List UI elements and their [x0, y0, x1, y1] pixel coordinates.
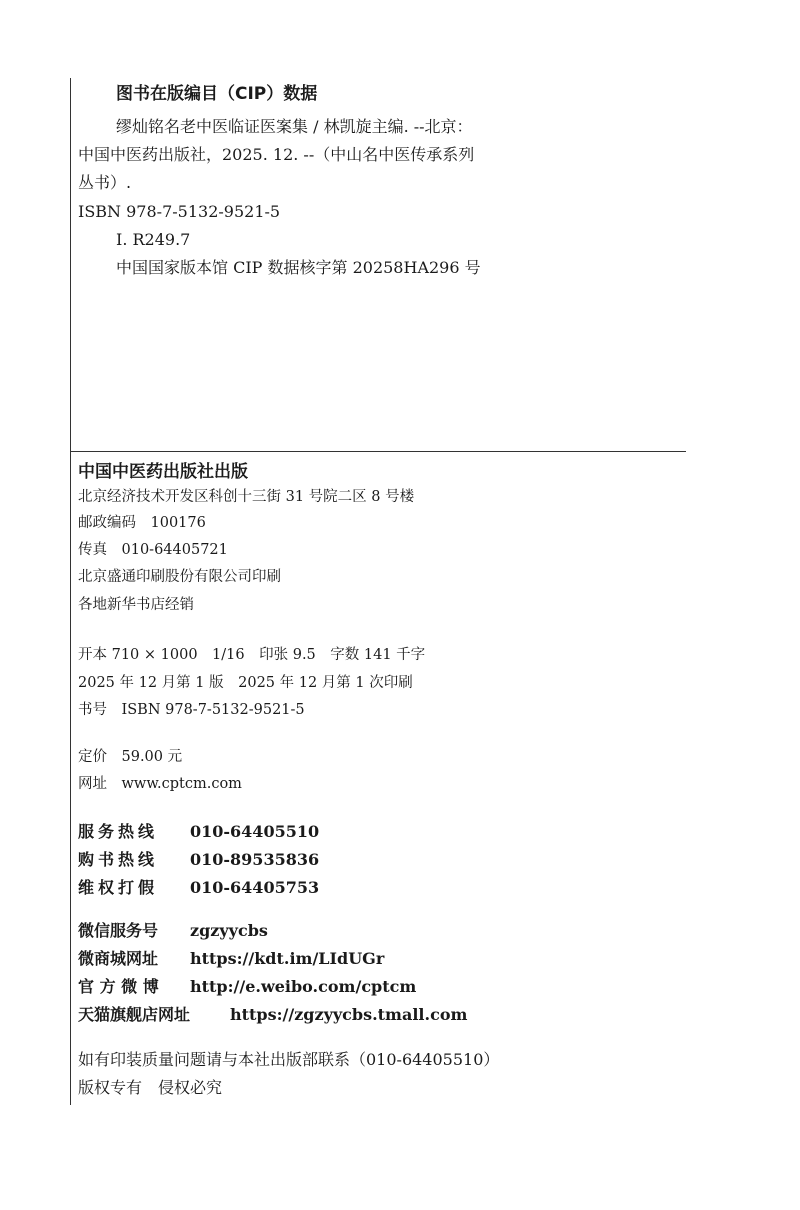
online-value-weibo: http://e.weibo.com/cptcm	[190, 977, 417, 996]
cip-line-3: 丛书）.	[78, 173, 132, 192]
cip-isbn: ISBN 978-7-5132-9521-5	[78, 202, 281, 221]
cip-line-1: 缪灿铭名老中医临证医案集 / 林凯旋主编. --北京：	[116, 117, 473, 136]
cip-title: 图书在版编目（CIP）数据	[116, 84, 318, 104]
online-label-weibo: 官 方 微 博	[78, 977, 159, 996]
cip-classification: Ⅰ. R249.7	[116, 230, 191, 249]
hotline-label: 服务热线	[78, 822, 159, 841]
hotline-value: 010-89535836	[190, 850, 320, 869]
postal-code: 邮政编码 100176	[78, 515, 206, 531]
quality-notice: 如有印装质量问题请与本社出版部联系（010-64405510）	[78, 1050, 500, 1069]
section-divider	[70, 451, 686, 452]
hotline-label: 购书热线	[78, 850, 159, 869]
online-value-shop: https://kdt.im/LIdUGr	[190, 949, 385, 968]
online-value-wechat: zgzyycbs	[190, 921, 268, 940]
hotline-value: 010-64405753	[190, 878, 320, 897]
book-number: 书号 ISBN 978-7-5132-9521-5	[78, 702, 305, 718]
online-label-tmall: 天猫旗舰店网址	[78, 1005, 191, 1024]
online-label-wechat: 微信服务号	[78, 921, 159, 940]
distributor: 各地新华书店经销	[78, 597, 194, 613]
hotline-label: 维权打假	[78, 878, 159, 897]
cip-line-2: 中国中医药出版社，2025. 12. --（中山名中医传承系列	[78, 145, 475, 164]
copyright-notice: 版权专有 侵权必究	[78, 1078, 223, 1097]
fax-number: 传真 010-64405721	[78, 542, 228, 558]
price: 定价 59.00 元	[78, 749, 183, 765]
cip-number: 中国国家版本馆 CIP 数据核字第 20258HA296 号	[116, 258, 481, 277]
printer: 北京盛通印刷股份有限公司印刷	[78, 569, 281, 585]
book-format: 开本 710 × 1000 1/16 印张 9.5 字数 141 千字	[78, 647, 426, 663]
website: 网址 www.cptcm.com	[78, 776, 242, 792]
online-label-shop: 微商城网址	[78, 949, 159, 968]
left-vertical-rule	[70, 78, 71, 1105]
online-value-tmall: https://zgzyycbs.tmall.com	[230, 1005, 468, 1024]
hotline-value: 010-64405510	[190, 822, 320, 841]
edition-info: 2025 年 12 月第 1 版 2025 年 12 月第 1 次印刷	[78, 675, 413, 691]
publisher-address: 北京经济技术开发区科创十三街 31 号院二区 8 号楼	[78, 489, 415, 505]
publisher-name: 中国中医药出版社出版	[78, 462, 248, 482]
